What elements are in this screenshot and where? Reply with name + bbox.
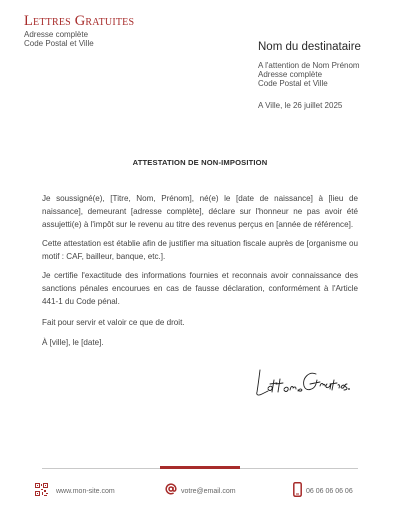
paragraph-declaration: Je soussigné(e), [Titre, Nom, Prénom], né(e) le [date de naissance] à [lieu de naissance], demeurant [adresse complète], déclare sur l'honneur ne pas avoir été assujetti(e) à l'impôt sur le revenu au titre des revenus perçus en [année de référence]. (42, 194, 358, 230)
footer-email[interactable]: votre@email.com (181, 488, 236, 495)
footer-phone[interactable]: 06 06 06 06 06 (306, 488, 353, 495)
sender-name: Lettres Gratuites (24, 13, 135, 29)
mobile-phone-icon (293, 482, 302, 497)
footer-website[interactable]: www.mon-site.com (56, 488, 115, 495)
recipient-name: Nom du destinataire (258, 41, 361, 53)
at-sign-icon (165, 483, 177, 495)
paragraph-place-date: À [ville], le [date]. (42, 338, 104, 347)
footer-accent-bar (160, 466, 240, 469)
paragraph-closing: Fait pour servir et valoir ce que de droit. (42, 318, 185, 327)
recipient-city: Code Postal et Ville (258, 79, 328, 88)
recipient-attention: A l'attention de Nom Prénom (258, 61, 360, 70)
sender-city: Code Postal et Ville (24, 39, 94, 48)
letter-date: A Ville, le 26 juillet 2025 (258, 101, 343, 110)
paragraph-certification: Je certifie l'exactitude des informations fournies et reconnais avoir connaissance des sanctions pénales encourues en cas de fausse déclaration, conformément à l'Article 441-1 du Code pénal. (42, 271, 358, 307)
recipient-address: Adresse complète (258, 70, 323, 79)
handwritten-signature (254, 362, 350, 402)
document-title: ATTESTATION DE NON-IMPOSITION (132, 158, 268, 167)
paragraph-purpose: Cette attestation est établie afin de justifier ma situation fiscale auprès de [organisme ou motif : CAF, bailleur, banque, etc.]. (42, 239, 358, 262)
qr-code-icon (35, 483, 48, 496)
sender-address: Adresse complète (24, 30, 89, 39)
